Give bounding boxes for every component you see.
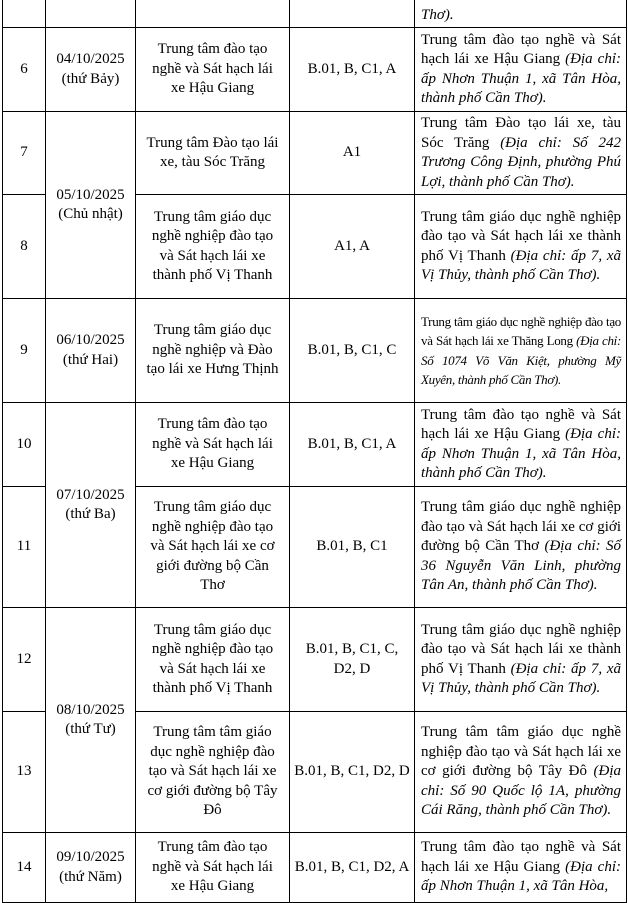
center-cell: Trung tâm giáo dục nghề nghiệp đào tạo và Sát hạch lái xe thành phố Vị Thanh (136, 195, 290, 299)
weekday-text: (thứ Bảy) (61, 70, 120, 87)
location-cell (415, 28, 627, 112)
center-cell: Trung tâm giáo dục nghề nghiệp đào tạo và Sát hạch lái xe cơ giới đường bộ Cần Thơ (136, 487, 290, 608)
location-cell (415, 0, 627, 28)
table-row (3, 608, 627, 712)
stt-cell: 13 (3, 712, 46, 833)
weekday-text: (thứ Tư) (65, 721, 116, 737)
location-address: (Địa chỉ: ấp 7, xã Vị Thủy, thành phố Cần Thơ). (421, 247, 622, 283)
date-cell (46, 833, 136, 903)
table-row (3, 0, 627, 28)
date-cell (46, 403, 136, 608)
location-address: (Địa chỉ: Số 36 Nguyễn Văn Linh, phường Tân An, thành phố Cần Thơ). (421, 538, 621, 594)
table-row (3, 403, 627, 487)
location-name: Trung tâm giáo dục nghề nghiệp đào tạo và Sát hạch lái xe thành phố Vị Thanh (421, 621, 621, 677)
stt-cell: 10 (3, 403, 46, 487)
center-cell: Trung tâm đào tạo nghề và Sát hạch lái xe Hậu Giang (136, 403, 290, 487)
location-name: Trung tâm giáo dục nghề nghiệp đào tạo và Sát hạch lái xe Thăng Long (421, 313, 621, 348)
location-name: Trung tâm đào tạo nghề và Sát hạch lái xe Hậu Giang (421, 31, 621, 67)
classes-cell (290, 0, 415, 28)
date-text: 04/10/2025 (56, 51, 125, 67)
location-name: Trung tâm giáo dục nghề nghiệp đào tạo và Sát hạch lái xe cơ giới đường bộ Cần Thơ (421, 499, 621, 555)
classes-cell: A1 (290, 112, 415, 195)
stt-cell: 9 (3, 299, 46, 403)
table-row (3, 112, 627, 195)
location-address: (Địa chỉ: Số 242 Trương Công Định, phường Phú Lợi, thành phố Cần Thơ). (421, 134, 621, 190)
date-text: 09/10/2025 (56, 849, 125, 865)
stt-cell: 14 (3, 833, 46, 903)
location-name: Trung tâm đào tạo nghề và Sát hạch lái xe Hậu Giang (421, 839, 621, 875)
center-cell: Trung tâm Đào tạo lái xe, tàu Sóc Trăng (136, 112, 290, 195)
classes-cell: B.01, B, C1 (290, 487, 415, 608)
location-cell (415, 712, 627, 833)
location-cell (415, 403, 627, 487)
center-cell (136, 0, 290, 28)
date-text: 07/10/2025 (56, 486, 125, 503)
classes-cell: B.01, B, C1, A (290, 28, 415, 112)
location-cell (415, 299, 627, 403)
date-cell (46, 299, 136, 403)
location-name: Trung tâm giáo dục nghề nghiệp đào tạo và Sát hạch lái xe thành phố Vị Thanh (421, 208, 621, 264)
stt-cell: 11 (3, 487, 46, 608)
location-address: (Địa chỉ: ấp Nhơn Thuận 1, xã Tân Hòa, thành phố Cần Thơ). (421, 426, 621, 481)
weekday-text: (thứ Năm) (59, 868, 122, 885)
date-text: 06/10/2025 (56, 332, 125, 348)
center-cell: Trung tâm giáo dục nghề nghiệp đào tạo và Sát hạch lái xe thành phố Vị Thanh (136, 608, 290, 712)
location-cell (415, 195, 627, 299)
location-address: (Địa chỉ: ấp Nhơn Thuận 1, xã Tân Hòa, thành phố Cần Thơ). (421, 51, 621, 106)
table-row (3, 28, 627, 112)
date-cell (46, 28, 136, 112)
location-name: Trung tâm đào tạo nghề và Sát hạch lái xe Hậu Giang (421, 406, 621, 442)
location-cell (415, 487, 627, 608)
stt-cell: 8 (3, 195, 46, 299)
location-address: (Địa chỉ: Số 1074 Võ Văn Kiệt, phường Mỹ Xuyên, thành phố Cần Thơ). (421, 333, 622, 387)
stt-cell: 12 (3, 608, 46, 712)
date-text: 05/10/2025 (56, 186, 125, 203)
classes-cell: B.01, B, C1, D2, A (290, 833, 415, 903)
location-address: (Địa chỉ: ấp Nhơn Thuận 1, xã Tân Hòa, (421, 858, 621, 895)
table-row (3, 833, 627, 903)
stt-cell (3, 0, 46, 28)
stt-cell: 7 (3, 112, 46, 195)
table-row (3, 299, 627, 403)
location-cell (415, 112, 627, 195)
weekday-text: (thứ Ba) (65, 506, 116, 522)
location-cell (415, 833, 627, 903)
location-address: (Địa chỉ: Số 90 Quốc lộ 1A, phường Cái Răng, thành phố Cần Thơ). (421, 763, 621, 819)
weekday-text: (thứ Hai) (62, 351, 119, 368)
weekday-text: (Chủ nhật) (58, 206, 123, 222)
classes-cell: B.01, B, C1, D2, D (290, 712, 415, 833)
date-text: 08/10/2025 (56, 701, 125, 718)
location-address: (Địa chỉ: ấp 7, xã Vị Thủy, thành phố Cần Thơ). (421, 660, 622, 696)
classes-cell: B.01, B, C1, A (290, 403, 415, 487)
center-cell: Trung tâm tâm giáo dục nghề nghiệp đào tạo và Sát hạch lái xe cơ giới đường bộ Tây Đô (136, 712, 290, 833)
classes-cell: A1, A (290, 195, 415, 299)
center-cell: Trung tâm đào tạo nghề và Sát hạch lái xe Hậu Giang (136, 833, 290, 903)
classes-cell: B.01, B, C1, C, D2, D (290, 608, 415, 712)
location-name: Trung tâm tâm giáo dục nghề nghiệp đào tạo và Sát hạch lái xe cơ giới đường bộ Tây Đô (421, 724, 621, 780)
center-cell: Trung tâm đào tạo nghề và Sát hạch lái xe Hậu Giang (136, 28, 290, 112)
classes-cell: B.01, B, C1, C (290, 299, 415, 403)
date-cell (46, 608, 136, 833)
stt-cell: 6 (3, 28, 46, 112)
exam-schedule-table (2, 0, 627, 903)
date-cell (46, 112, 136, 299)
center-cell: Trung tâm giáo dục nghề nghiệp và Đào tạo lái xe Hưng Thịnh (136, 299, 290, 403)
location-name: Trung tâm Đào tạo lái xe, tàu Sóc Trăng (421, 115, 621, 151)
location-cell (415, 608, 627, 712)
location-address: Thơ). (421, 6, 454, 23)
date-cell (46, 0, 136, 28)
